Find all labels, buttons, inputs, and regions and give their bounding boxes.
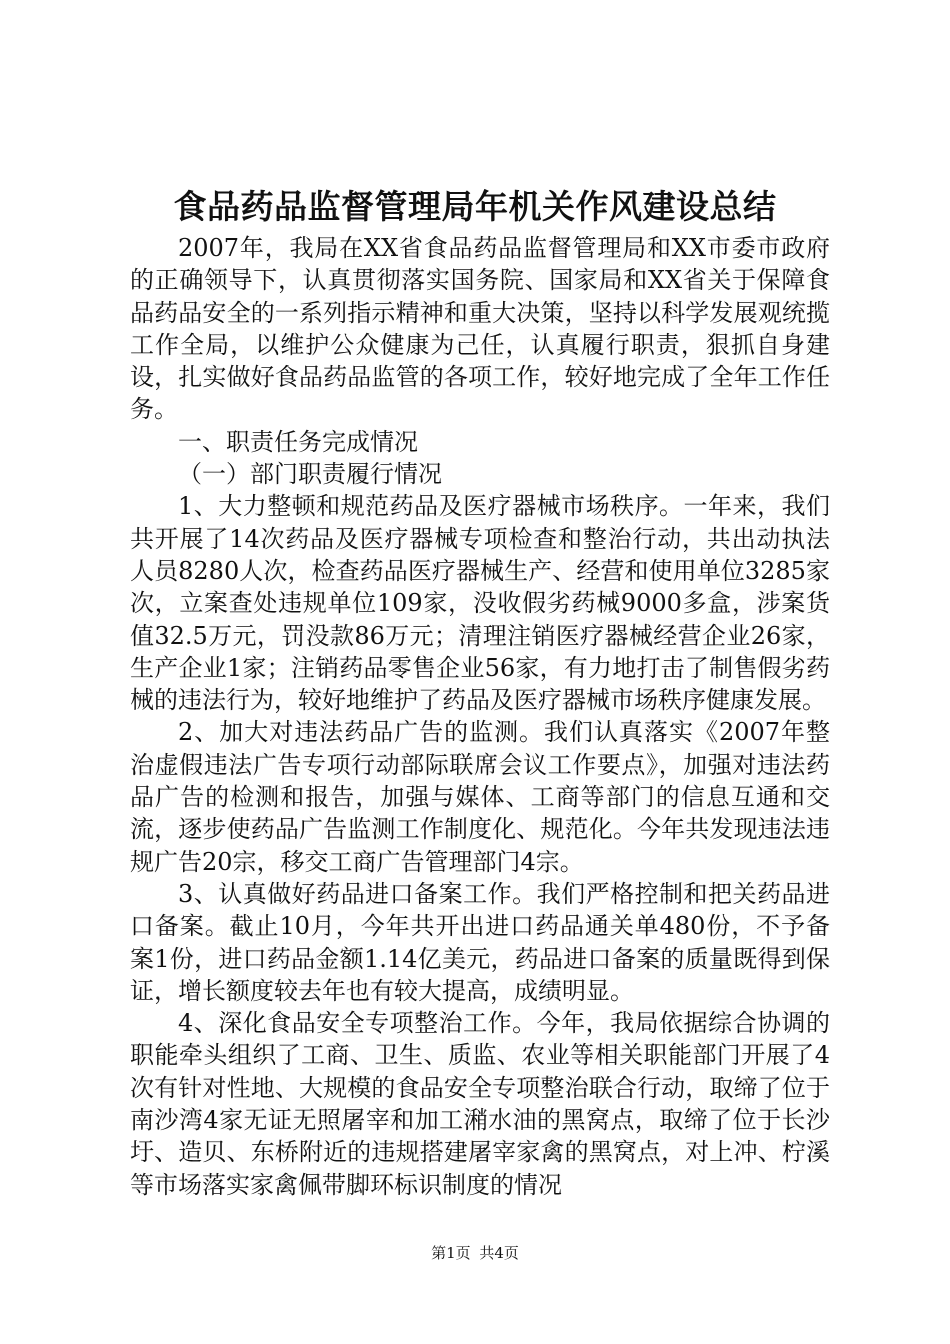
page-total: 共4页 (479, 1244, 519, 1262)
subsection-heading: （一）部门职责履行情况 (178, 460, 442, 489)
item-3-paragraph: 3、认真做好药品进口备案工作。我们严格控制和把关药品进口备案。截止10月，今年共开出进口药品通关单480份，不予备案1份，进口药品金额1.14亿美元，药品进口备案的质量既得到保证，增长额度较去年也有较大提高，成绩明显。 (130, 879, 830, 1005)
item-1-paragraph: 1、大力整顿和规范药品及医疗器械市场秩序。一年来，我们共开展了14次药品及医疗器械专项检查和整治行动，共出动执法人员8280人次，检查药品医疗器械生产、经营和使用单位3285家次，立案查处违规单位109家，没收假劣药械9000多盒，涉案货值32.5万元，罚没款86万元；清理注销医疗器械经营企业26家，生产企业1家；注销药品零售企业56家，有力地打击了制售假劣药械的违法行为，较好地维护了药品及医疗器械市场秩序健康发展。 (130, 492, 830, 715)
section-heading: 一、职责任务完成情况 (178, 427, 418, 456)
document-body (130, 232, 830, 1201)
page-footer (0, 1243, 950, 1263)
item-4-paragraph: 4、深化食品安全专项整治工作。今年，我局依据综合协调的职能牵头组织了工商、卫生、质监、农业等相关职能部门开展了4次有针对性地、大规模的食品安全专项整治联合行动，取缔了位于南沙湾4家无证无照屠宰和加工潲水油的黑窝点，取缔了位于长沙圩、造贝、东桥附近的违规搭建屠宰家禽的黑窝点，对上冲、柠溪等市场落实家禽佩带脚环标识制度的情况 (130, 1009, 830, 1199)
document-title: 食品药品监督管理局年机关作风建设总结 (173, 187, 777, 226)
intro-paragraph: 2007年，我局在XX省食品药品监督管理局和XX市委市政府的正确领导下，认真贯彻落实国务院、国家局和XX省关于保障食品药品安全的一系列指示精神和重大决策，坚持以科学发展观统揽工作全局，以维护公众健康为己任，认真履行职责，狠抓自身建设，扎实做好食品药品监管的各项工作，较好地完成了全年工作任务。 (130, 234, 830, 424)
page-number: 第1页 (431, 1244, 471, 1262)
item-2-paragraph: 2、加大对违法药品广告的监测。我们认真落实《2007年整治虚假违法广告专项行动部际联席会议工作要点》，加强对违法药品广告的检测和报告，加强与媒体、工商等部门的信息互通和交流，逐步使药品广告监测工作制度化、规范化。今年共发现违法违规广告20宗，移交工商广告管理部门4宗。 (130, 718, 830, 876)
